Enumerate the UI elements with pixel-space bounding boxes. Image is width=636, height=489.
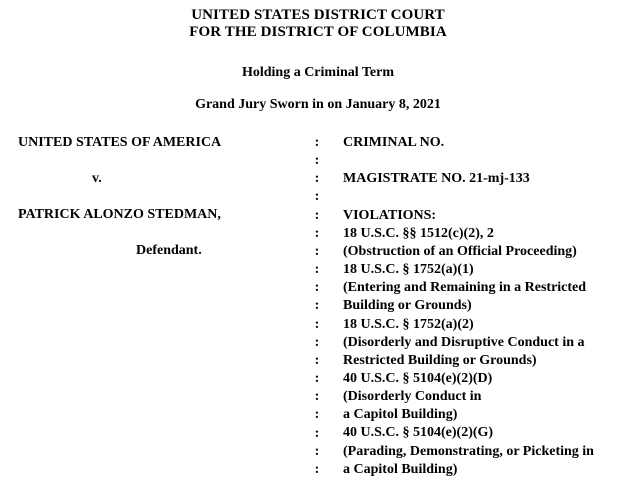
separator-colon: : bbox=[314, 461, 320, 477]
versus-label: v. bbox=[92, 171, 102, 186]
term-line: Holding a Criminal Term bbox=[241, 65, 395, 80]
violation-description: (Disorderly and Disruptive Conduct in a bbox=[343, 334, 585, 350]
separator-colon: : bbox=[314, 371, 320, 387]
defendant-name: PATRICK ALONZO STEDMAN, bbox=[18, 207, 221, 222]
case-info-column bbox=[343, 134, 633, 479]
separator-colon: : bbox=[314, 135, 320, 150]
defendant-label: Defendant. bbox=[136, 243, 202, 258]
separator-colon: : bbox=[314, 352, 320, 368]
court-district: FOR THE DISTRICT OF COLUMBIA bbox=[189, 24, 447, 40]
separator-colon: : bbox=[314, 262, 320, 278]
separator-colon: : bbox=[314, 171, 320, 187]
separator-colon: : bbox=[314, 443, 320, 459]
plaintiff-name: UNITED STATES OF AMERICA bbox=[18, 135, 222, 150]
violation-description: Building or Grounds) bbox=[343, 298, 472, 314]
separator-colon: : bbox=[314, 153, 320, 169]
separator-colon: : bbox=[314, 389, 320, 405]
separator-colon: : bbox=[314, 425, 320, 441]
grand-jury-line: Grand Jury Sworn in on January 8, 2021 bbox=[195, 97, 441, 112]
violation-description: (Obstruction of an Official Proceeding) bbox=[343, 243, 577, 259]
violation-description: (Parading, Demonstrating, or Picketing in bbox=[343, 443, 594, 459]
violations-heading: VIOLATIONS: bbox=[343, 207, 437, 223]
separator-colon: : bbox=[314, 243, 320, 259]
blank-row bbox=[343, 152, 633, 170]
violation-description: a Capitol Building) bbox=[343, 407, 458, 423]
magistrate-number: MAGISTRATE NO. 21-mj-133 bbox=[343, 171, 530, 187]
separator-colon: : bbox=[314, 407, 320, 423]
separator-colon: : bbox=[314, 280, 320, 296]
court-name: UNITED STATES DISTRICT COURT bbox=[191, 7, 445, 23]
blank-row bbox=[343, 188, 633, 206]
violation-description: Restricted Building or Grounds) bbox=[343, 352, 537, 368]
separator-colon: : bbox=[314, 316, 320, 332]
separator-column bbox=[312, 134, 322, 479]
separator-colon: : bbox=[314, 298, 320, 314]
separator-colon: : bbox=[314, 225, 320, 241]
violation-description: (Entering and Remaining in a Restricted bbox=[343, 280, 587, 296]
violation-description: (Disorderly Conduct in bbox=[343, 389, 482, 405]
criminal-number: CRIMINAL NO. bbox=[343, 135, 445, 150]
violation-statute: 40 U.S.C. § 5104(e)(2)(D) bbox=[343, 371, 493, 386]
separator-colon: : bbox=[314, 207, 320, 223]
separator-colon: : bbox=[314, 334, 320, 350]
violations-list bbox=[343, 225, 633, 479]
violation-statute: 18 U.S.C. §§ 1512(c)(2), 2 bbox=[343, 225, 494, 241]
separator-colon: : bbox=[314, 189, 320, 205]
violation-statute: 18 U.S.C. § 1752(a)(2) bbox=[343, 316, 474, 332]
violation-statute: 18 U.S.C. § 1752(a)(1) bbox=[343, 262, 474, 278]
violation-statute: 40 U.S.C. § 5104(e)(2)(G) bbox=[343, 425, 494, 441]
violation-description: a Capitol Building) bbox=[343, 461, 458, 477]
